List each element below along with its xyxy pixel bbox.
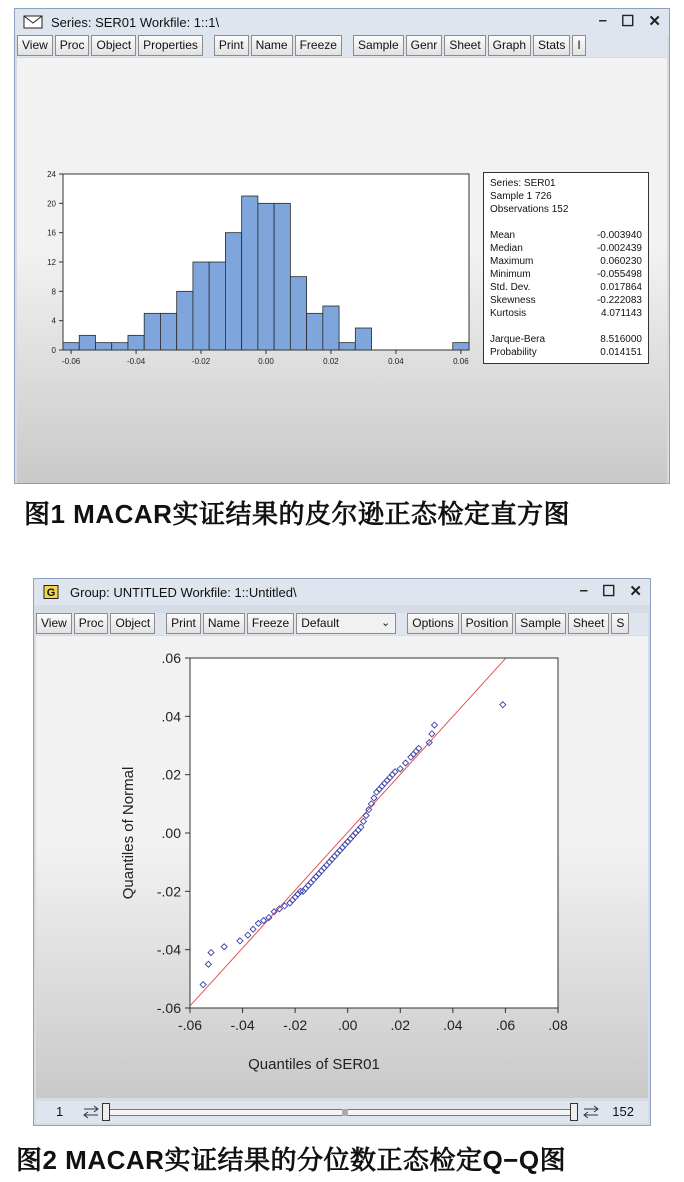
name-button[interactable]: Name xyxy=(203,613,245,634)
histogram-chart xyxy=(27,168,487,408)
stat-row-median: Median -0.002439 xyxy=(490,243,642,254)
histogram-bar xyxy=(112,343,128,350)
stats-button[interactable]: Stats xyxy=(533,35,570,56)
histogram-bar xyxy=(258,203,274,350)
histogram-bar xyxy=(290,277,306,350)
window-title: Series: SER01 Workfile: 1::1\ xyxy=(51,14,220,30)
y-tick-label: .02 xyxy=(161,766,181,783)
maximize-icon[interactable]: ☐ xyxy=(620,13,635,30)
y-tick-label: 0 xyxy=(51,346,56,355)
name-button[interactable]: Name xyxy=(251,35,293,56)
scroll-right-arrows-icon[interactable] xyxy=(582,1104,600,1120)
y-tick-label: 24 xyxy=(47,170,56,179)
observation-scrollbar-bar xyxy=(36,1101,648,1123)
close-icon[interactable]: ✕ xyxy=(629,583,642,600)
y-tick-label: -.02 xyxy=(156,883,181,900)
stat-row-mean: Mean -0.003940 xyxy=(490,230,642,241)
histogram-bar xyxy=(355,328,371,350)
series-window xyxy=(14,8,670,484)
x-tick-label: .08 xyxy=(548,1017,568,1033)
histogram-bar xyxy=(339,343,355,350)
qq-plot-chart xyxy=(36,636,650,1098)
stats-panel xyxy=(483,172,649,364)
freeze-button[interactable]: Freeze xyxy=(295,35,342,56)
scroll-start-label: 1 xyxy=(56,1104,64,1119)
print-button[interactable]: Print xyxy=(214,35,249,56)
close-icon[interactable]: ✕ xyxy=(648,13,661,30)
figure-1-caption: 图1 MACAR实证结果的皮尔逊正态检定直方图 xyxy=(24,499,570,529)
histogram-bar xyxy=(323,306,339,350)
maximize-icon[interactable]: ☐ xyxy=(601,583,616,600)
y-tick-label: 20 xyxy=(47,199,56,209)
sample-button[interactable]: Sample xyxy=(515,613,566,634)
y-tick-label: .00 xyxy=(161,825,181,841)
stat-row-probability: Probability 0.014151 xyxy=(490,347,642,358)
freeze-button[interactable]: Freeze xyxy=(247,613,294,634)
toolbar-overflow-button[interactable]: I xyxy=(572,35,585,56)
histogram-bar xyxy=(177,291,193,350)
series-toolbar xyxy=(17,35,667,57)
x-tick-label: -.04 xyxy=(230,1017,255,1033)
x-tick-label: 0.06 xyxy=(453,357,469,366)
histogram-bar xyxy=(225,233,241,350)
sheet-button[interactable]: Sheet xyxy=(568,613,609,634)
chevron-down-icon: ⌄ xyxy=(381,617,391,629)
properties-button[interactable]: Properties xyxy=(138,35,203,56)
group-toolbar xyxy=(36,613,648,635)
stat-row-maximum: Maximum 0.060230 xyxy=(490,256,642,267)
histogram-bar xyxy=(274,203,290,350)
minimize-icon[interactable]: – xyxy=(598,12,607,29)
object-button[interactable]: Object xyxy=(110,613,155,634)
y-tick-label: 12 xyxy=(47,258,56,267)
histogram-bar xyxy=(453,343,469,350)
stat-row-std-dev: Std. Dev. 0.017864 xyxy=(490,282,642,293)
envelope-icon xyxy=(23,15,43,29)
object-button[interactable]: Object xyxy=(91,35,136,56)
scroll-left-thumb[interactable] xyxy=(102,1103,110,1121)
y-tick-label: -.04 xyxy=(156,941,181,958)
options-button[interactable]: Options xyxy=(407,613,458,634)
histogram-bar xyxy=(79,335,95,350)
stat-row-jarque-bera: Jarque-Bera 8.516000 xyxy=(490,334,642,345)
view-button[interactable]: View xyxy=(17,35,53,56)
x-tick-label: .00 xyxy=(337,1017,358,1033)
x-tick-label: -0.06 xyxy=(62,357,81,366)
y-tick-label: 8 xyxy=(51,287,56,297)
view-button[interactable]: View xyxy=(36,613,72,634)
x-tick-label: 0.00 xyxy=(258,357,274,366)
minimize-icon[interactable]: – xyxy=(579,582,588,599)
histogram-bar xyxy=(307,313,323,350)
svg-text:G: G xyxy=(46,587,56,599)
y-tick-label: .04 xyxy=(161,708,181,725)
scroll-center-grip xyxy=(342,1109,348,1116)
stat-row-skewness: Skewness -0.222083 xyxy=(490,295,642,306)
group-window xyxy=(33,578,651,1126)
x-tick-label: .04 xyxy=(443,1017,463,1033)
histogram-bar xyxy=(242,196,258,350)
x-tick-label: .02 xyxy=(390,1017,411,1033)
y-tick-label: .06 xyxy=(161,650,181,666)
window-title: Group: UNTITLED Workfile: 1::Untitled\ xyxy=(70,584,297,600)
graph-button[interactable]: Graph xyxy=(488,35,531,56)
sample-button[interactable]: Sample xyxy=(353,35,404,56)
x-tick-label: 0.02 xyxy=(323,357,339,366)
stat-row-minimum: Minimum -0.055498 xyxy=(490,269,642,280)
histogram-bar xyxy=(63,343,79,350)
print-button[interactable]: Print xyxy=(166,613,201,634)
stat-row-kurtosis: Kurtosis 4.071143 xyxy=(490,308,642,319)
stats-observations: Observations 152 xyxy=(490,204,569,215)
qq-plot-area xyxy=(190,658,558,1008)
scroll-right-thumb[interactable] xyxy=(570,1103,578,1121)
y-axis-label: Quantiles of Normal xyxy=(120,766,137,900)
group-window-titlebar[interactable] xyxy=(34,579,650,605)
sheet-button[interactable]: Sheet xyxy=(444,35,485,56)
stats-sample: Sample 1 726 xyxy=(490,191,552,202)
series-window-titlebar[interactable] xyxy=(15,9,669,35)
histogram-bar xyxy=(95,343,111,350)
histogram-bar xyxy=(193,262,209,350)
x-tick-label: -0.04 xyxy=(126,357,146,366)
series-content xyxy=(17,58,667,483)
histogram-bar xyxy=(160,313,176,350)
figure-2-caption: 图2 MACAR实证结果的分位数正态检定Q−Q图 xyxy=(16,1145,567,1175)
scroll-left-arrows-icon[interactable] xyxy=(82,1104,100,1120)
view-mode-select[interactable]: Default ⌄ xyxy=(296,613,396,634)
group-icon xyxy=(42,585,62,599)
y-tick-label: -.06 xyxy=(156,1000,181,1016)
histogram-bar xyxy=(144,313,160,350)
histogram-bar xyxy=(128,335,144,350)
histogram-bar xyxy=(209,262,225,350)
y-tick-label: 16 xyxy=(47,228,56,238)
x-tick-label: -0.02 xyxy=(191,357,211,366)
x-axis-label: Quantiles of SER01 xyxy=(248,1056,380,1073)
x-tick-label: -.02 xyxy=(283,1017,308,1033)
group-content xyxy=(36,636,648,1098)
genr-button[interactable]: Genr xyxy=(406,35,443,56)
proc-button[interactable]: Proc xyxy=(55,35,90,56)
x-tick-label: .06 xyxy=(495,1017,516,1033)
toolbar-overflow-button[interactable]: S xyxy=(611,613,629,634)
x-tick-label: -.06 xyxy=(177,1017,203,1033)
x-tick-label: 0.04 xyxy=(388,357,404,366)
proc-button[interactable]: Proc xyxy=(74,613,109,634)
y-tick-label: 4 xyxy=(51,316,56,326)
scroll-end-label: 152 xyxy=(612,1104,634,1119)
stats-series: Series: SER01 xyxy=(490,178,556,189)
position-button[interactable]: Position xyxy=(461,613,514,634)
observation-scrollbar-track[interactable] xyxy=(102,1109,578,1116)
